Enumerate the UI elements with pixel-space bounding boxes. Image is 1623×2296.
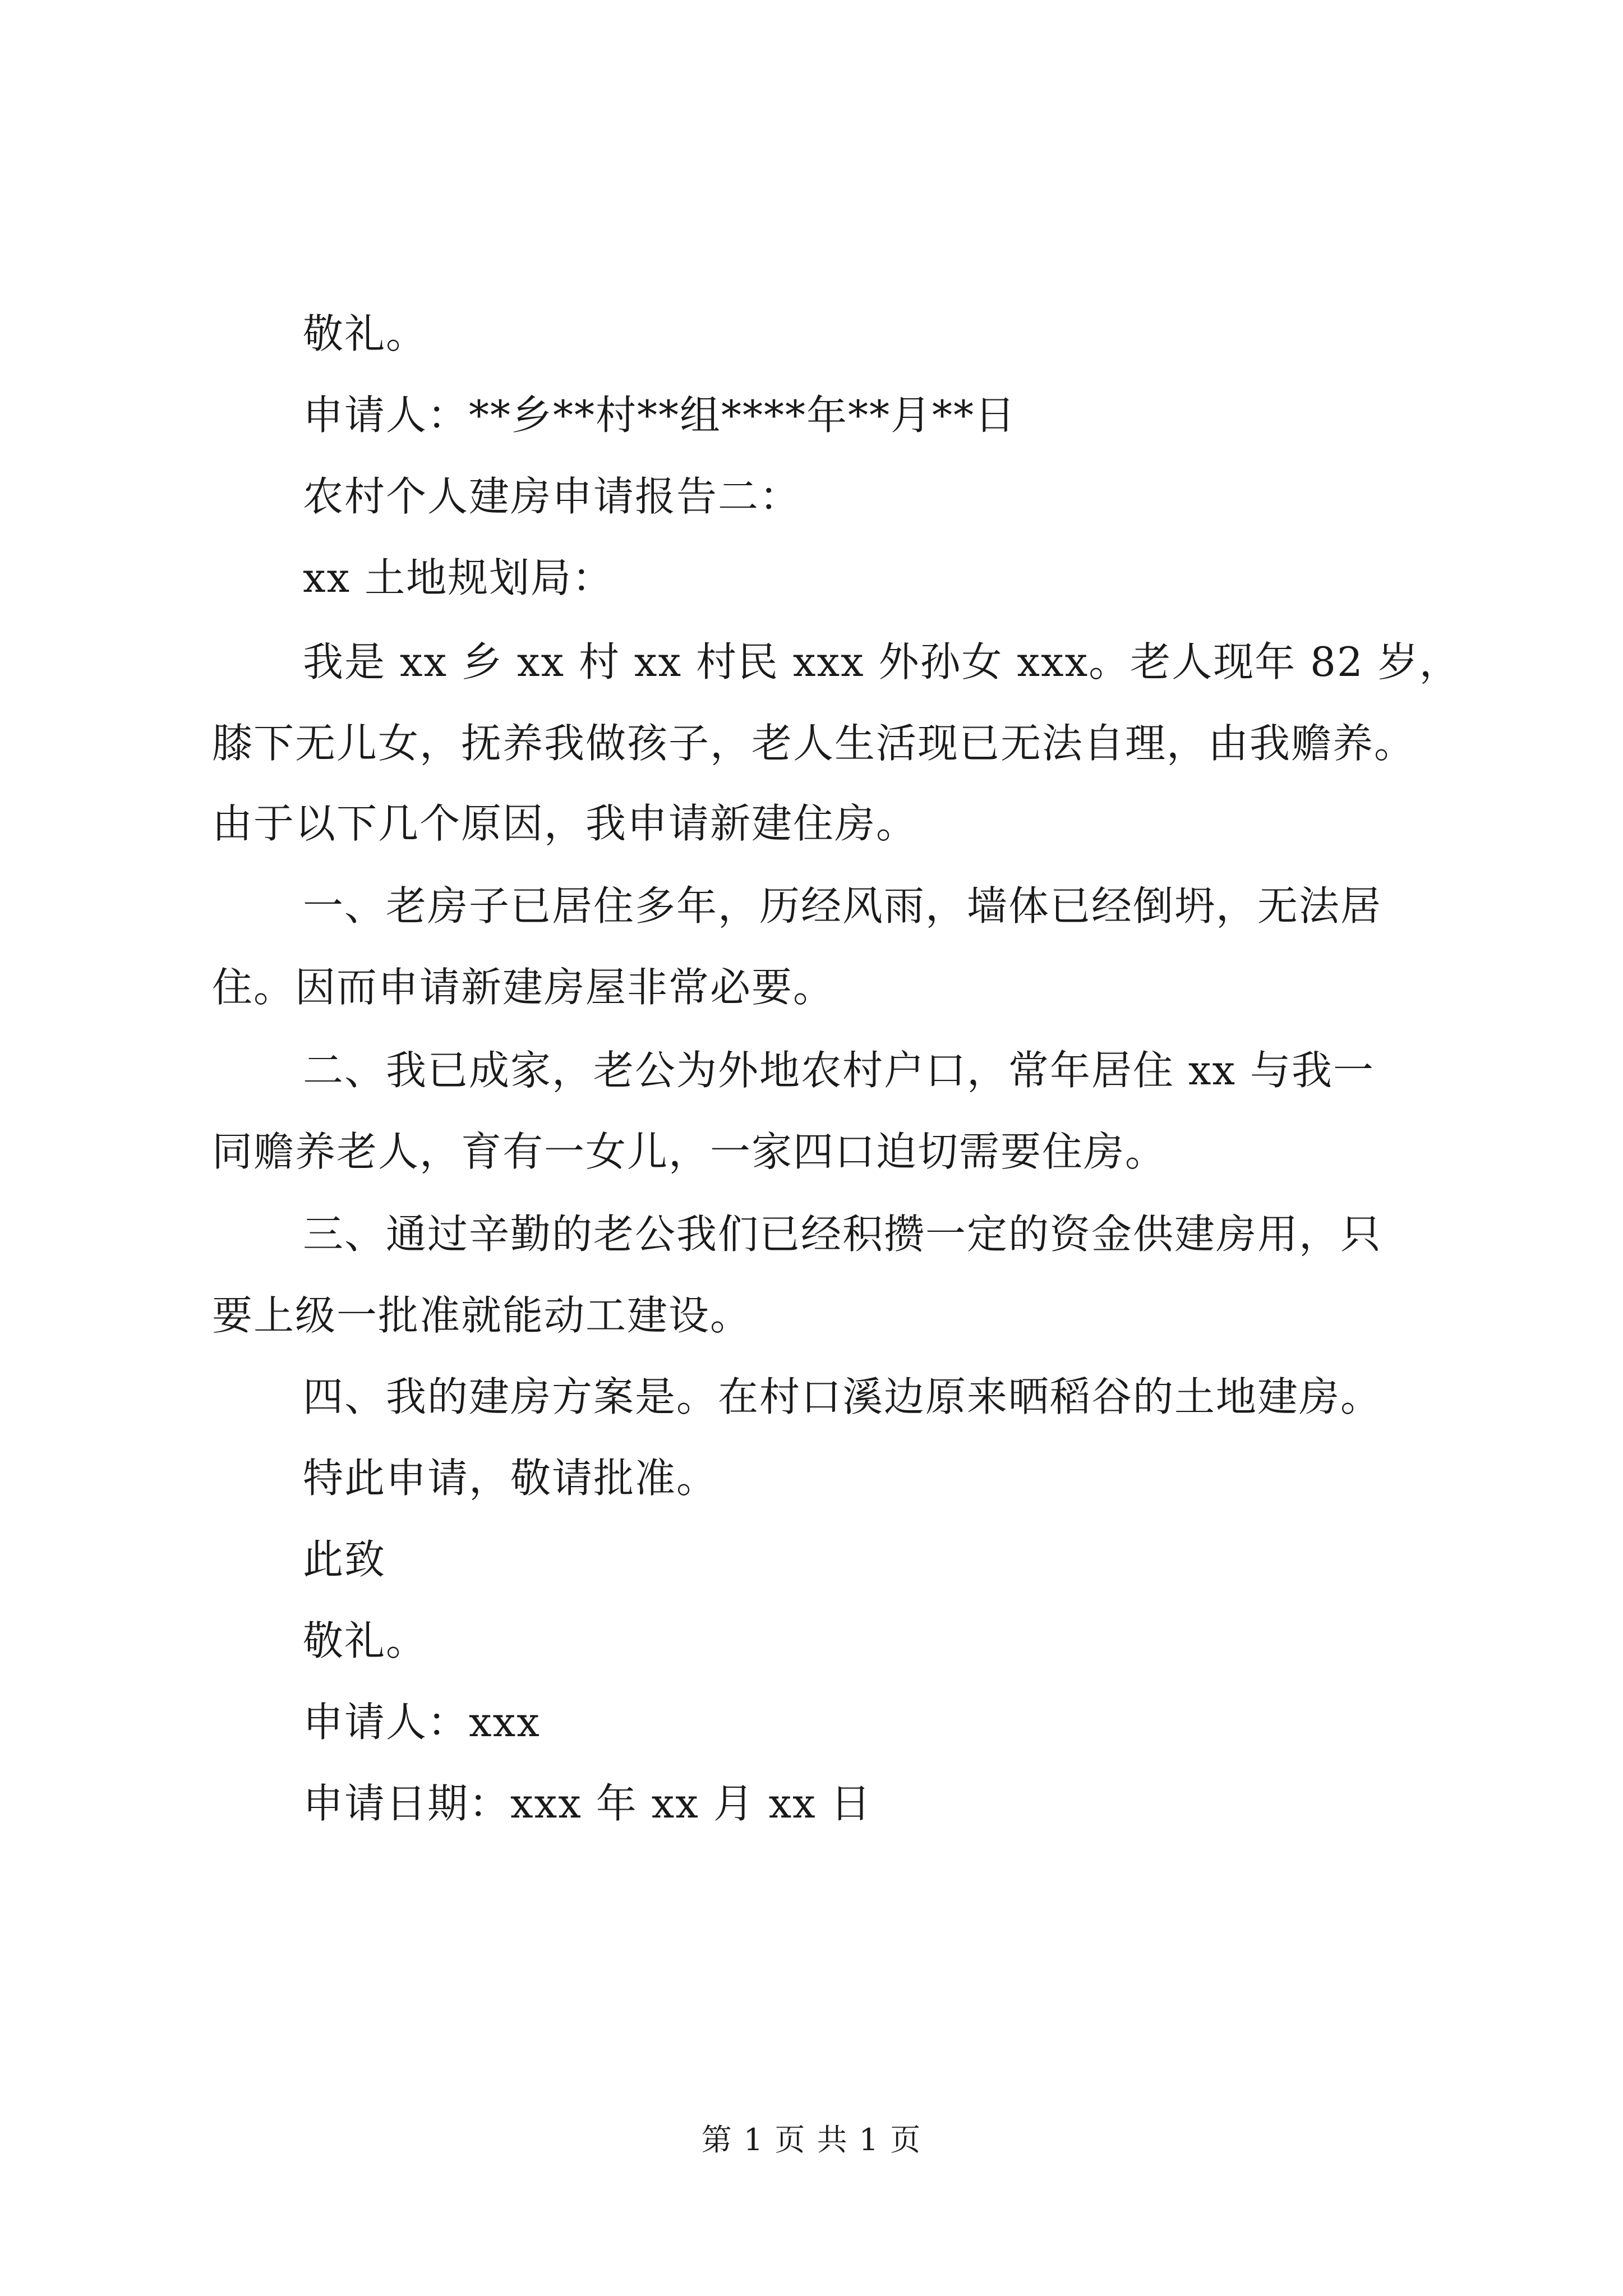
closing-salute-2: 敬礼。 (303, 1617, 428, 1664)
paragraph-line: 我是 xx 乡 xx 村 xx 村民 xxx 外孙女 xxx。老人现年 82 岁， (303, 638, 1461, 685)
applicant-line-1: 申请人：**乡**村**组****年**月**日 (303, 392, 1017, 439)
paragraph-line: 同赡养老人，育有一女儿，一家四口迫切需要住房。 (212, 1128, 1167, 1175)
paragraph-line: 三、通过辛勤的老公我们已经积攒一定的资金供建房用，只 (303, 1211, 1382, 1258)
page-footer: 第 1 页 共 1 页 (701, 2122, 922, 2157)
paragraph-line: 由于以下几个原因，我申请新建住房。 (212, 800, 918, 847)
request-line: 特此申请，敬请批准。 (303, 1455, 718, 1502)
paragraph-line: 一、老房子已居住多年，历经风雨，墙体已经倒坍，无法居 (303, 882, 1382, 930)
closing-ci-zhi: 此致 (303, 1536, 386, 1583)
paragraph-line: 四、我的建房方案是。在村口溪边原来晒稻谷的土地建房。 (303, 1373, 1382, 1420)
recipient-line: xx 土地规划局： (303, 554, 614, 601)
paragraph-line: 二、我已成家，老公为外地农村户口，常年居住 xx 与我一 (303, 1047, 1375, 1094)
paragraph-line: 住。因而申请新建房屋非常必要。 (212, 964, 835, 1011)
paragraph-line: 要上级一批准就能动工建设。 (212, 1292, 752, 1339)
paragraph-line: 膝下无儿女，抚养我做孩子，老人生活现已无法自理，由我赡养。 (212, 720, 1416, 767)
closing-salute-1: 敬礼。 (303, 310, 428, 357)
applicant-line-2: 申请人：xxx (303, 1699, 541, 1746)
report-title-2: 农村个人建房申请报告二： (303, 473, 801, 520)
application-date: 申请日期：xxx 年 xx 月 xx 日 (303, 1780, 872, 1827)
